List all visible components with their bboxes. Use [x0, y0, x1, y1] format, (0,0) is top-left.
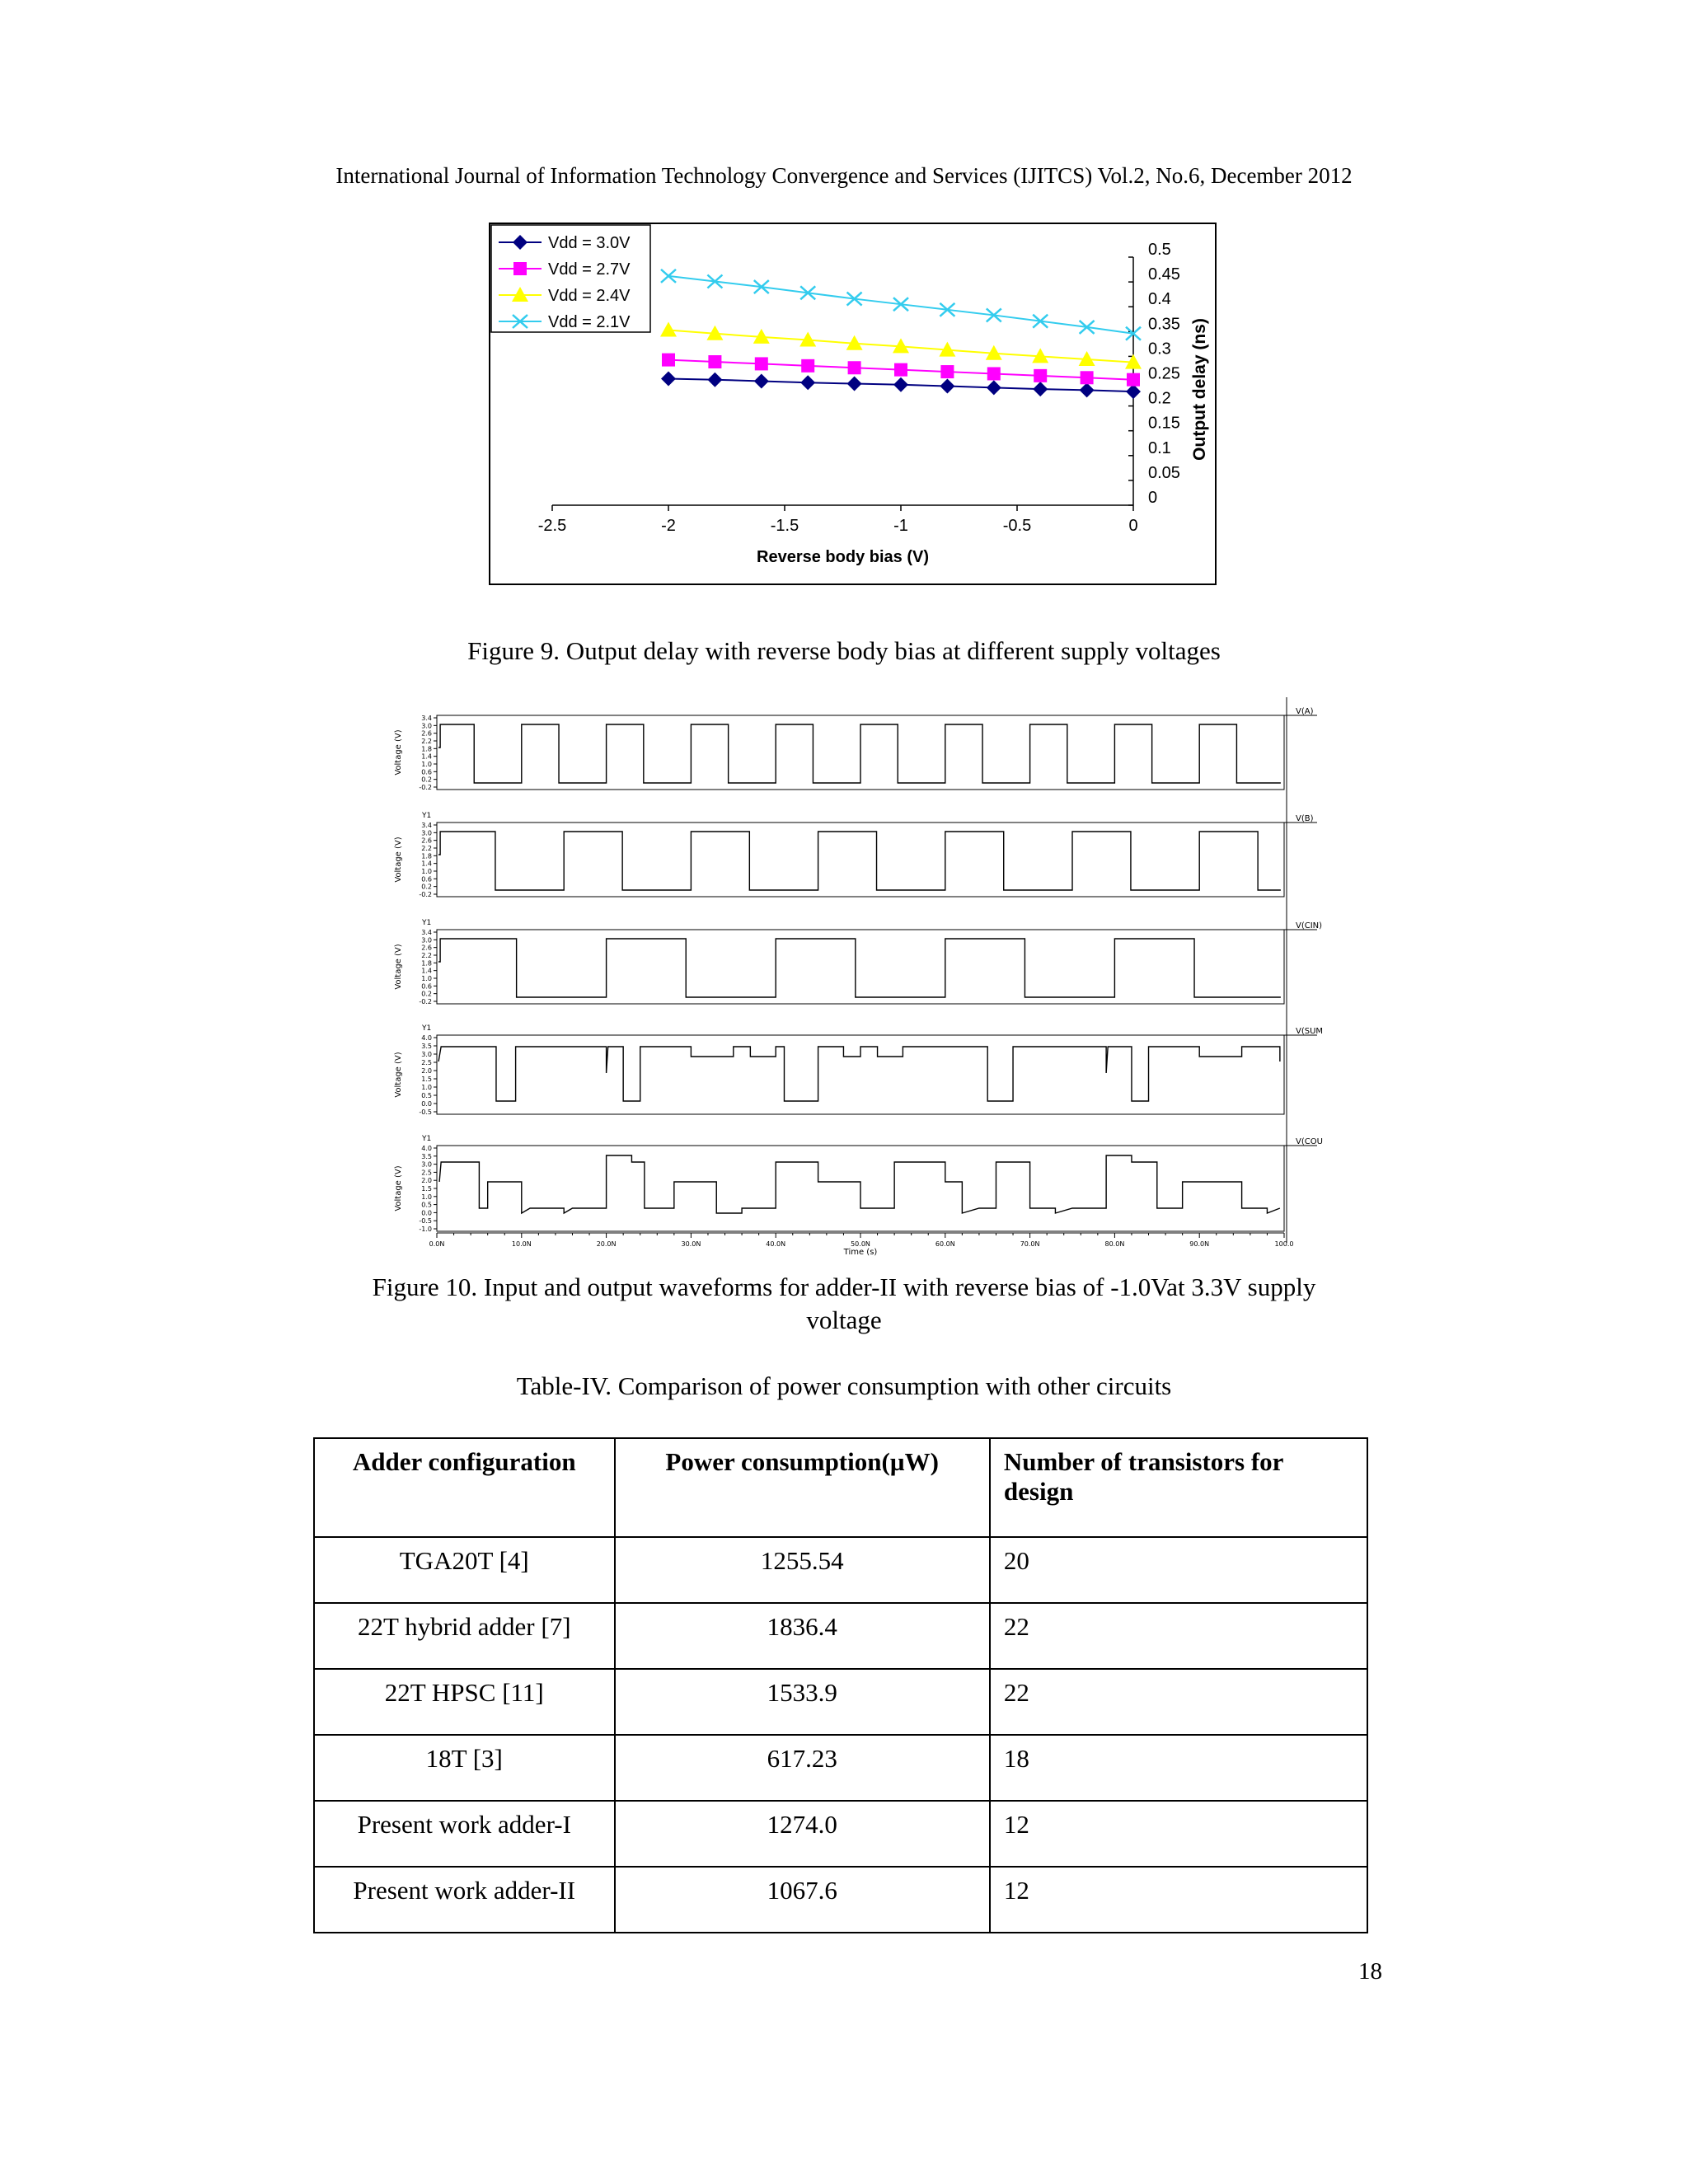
y-tick-label: 0.1: [1148, 438, 1171, 457]
y-tick-label: 3.0: [421, 829, 432, 837]
y-tick-label: 2.0: [421, 1177, 432, 1185]
waveform-panel-4: [394, 1024, 1323, 1116]
table-row: [314, 1867, 1367, 1933]
legend-label: Vdd = 2.7V: [548, 260, 631, 279]
table-row: [314, 1603, 1367, 1669]
data-point: [1034, 369, 1047, 382]
table-row: [314, 1669, 1367, 1735]
y-tick-label: 0.6: [421, 768, 432, 776]
figure9-chart: [489, 223, 1217, 585]
y-tick-label: 3.0: [421, 1160, 432, 1169]
cell-transistors: 20: [990, 1537, 1367, 1603]
signal-trace: [438, 1047, 1280, 1101]
figure10-caption-line2: voltage: [806, 1305, 882, 1334]
waveform-panel-5: [394, 1135, 1323, 1233]
y-tick-label: 0.5: [421, 1092, 432, 1099]
data-point: [1081, 371, 1094, 384]
y1-label: Y1: [422, 1135, 432, 1143]
cell-transistors: 22: [990, 1603, 1367, 1669]
y-tick-label: 0.2: [421, 776, 432, 784]
table-row: [314, 1735, 1367, 1801]
y-tick-label: 0.45: [1148, 265, 1180, 284]
y-tick-label: 1.4: [421, 967, 432, 975]
time-tick-label: 100.0: [1274, 1240, 1294, 1248]
legend-label: Vdd = 2.1V: [548, 313, 631, 331]
legend-label: Vdd = 2.4V: [548, 287, 631, 305]
y-tick-label: 0.5: [1148, 241, 1171, 259]
x-tick-label: 0: [1128, 517, 1138, 535]
y-tick-label: 2.5: [421, 1059, 432, 1066]
data-point: [987, 380, 1001, 395]
signal-label: V(B): [1296, 814, 1314, 823]
y-tick-label: 1.0: [421, 868, 432, 875]
header-adder-configuration: Adder configuration: [314, 1438, 615, 1537]
table-header-row: [314, 1438, 1367, 1537]
y-tick-label: 3.4: [421, 929, 432, 936]
signal-label: V(CIN): [1296, 921, 1323, 930]
data-point: [754, 374, 769, 389]
y-tick-label: 2.6: [421, 729, 432, 738]
y-axis-label: Voltage (V): [394, 1052, 403, 1098]
y-tick-label: 3.5: [421, 1043, 432, 1050]
data-point: [707, 373, 722, 387]
y-tick-label: 2.6: [421, 837, 432, 845]
data-point: [1080, 382, 1095, 397]
y-tick-label: 1.8: [421, 959, 432, 968]
data-point: [800, 375, 815, 390]
waveform-panel-3: [394, 919, 1322, 1005]
time-tick-label: 50.0N: [851, 1240, 870, 1248]
cell-power: 1836.4: [615, 1603, 990, 1669]
data-point: [660, 321, 677, 336]
y-tick-label: 3.0: [421, 1051, 432, 1058]
figure9-svg: [490, 224, 1218, 587]
y-tick-label: 0.3: [1148, 340, 1171, 359]
time-tick-label: 10.0N: [511, 1240, 532, 1248]
y-axis-label: Voltage (V): [394, 837, 403, 883]
data-point: [1126, 384, 1141, 399]
y-tick-label: 1.8: [421, 852, 432, 860]
cell-power: 1533.9: [615, 1669, 990, 1735]
signal-label: V(SUM: [1296, 1027, 1324, 1036]
y-tick-label: 2.6: [421, 944, 432, 952]
cell-config: Present work adder-I: [314, 1801, 615, 1867]
series-4: [661, 269, 1141, 340]
y-axis-label: Voltage (V): [394, 1165, 403, 1212]
figure10-svg: [384, 697, 1328, 1258]
header-transistor-count: Number of transistors for design: [990, 1438, 1367, 1537]
y-tick-label: 1.0: [421, 1084, 432, 1091]
y-tick-label: 0.6: [421, 982, 432, 991]
table-caption: Table-IV. Comparison of power consumption with other circuits: [516, 1371, 1172, 1400]
y-tick-label: 1.0: [421, 975, 432, 982]
y-tick-label: 2.2: [421, 952, 432, 959]
y-tick-label: 4.0: [421, 1145, 432, 1152]
time-tick-label: 30.0N: [681, 1240, 701, 1248]
time-tick-label: 90.0N: [1189, 1240, 1210, 1248]
y-tick-label: 1.4: [421, 752, 432, 761]
y-tick-label: 0.5: [421, 1201, 432, 1209]
cell-transistors: 12: [990, 1801, 1367, 1867]
data-point: [987, 367, 1001, 380]
data-point: [801, 359, 814, 373]
table-row: [314, 1801, 1367, 1867]
page-number: 18: [1358, 1958, 1382, 1985]
data-point: [848, 361, 861, 374]
legend-label: Vdd = 3.0V: [548, 234, 631, 252]
y-tick-label: 2.2: [421, 845, 432, 852]
y1-label: Y1: [422, 919, 432, 927]
y-tick-label: 0: [1148, 489, 1158, 507]
y-axis-label: Voltage (V): [394, 729, 403, 776]
y-tick-label: 0.25: [1148, 364, 1180, 383]
x-tick-label: -2.5: [537, 517, 567, 535]
signal-trace: [438, 724, 1281, 783]
y-tick-label: 1.8: [421, 745, 432, 753]
legend-marker: [513, 262, 527, 275]
header-power-consumption: Power consumption(µW): [615, 1438, 990, 1537]
y-tick-label: 1.4: [421, 860, 432, 868]
figure10-waveforms: [384, 697, 1328, 1258]
figure10-caption-line1: Figure 10. Input and output waveforms for adder-II with reverse bias of -1.0Vat 3.3V supply: [372, 1272, 1316, 1301]
y-tick-label: 4.0: [421, 1034, 432, 1042]
y-tick-label: 3.4: [421, 822, 432, 829]
panel-frame: [437, 930, 1284, 1004]
comparison-table: [313, 1437, 1368, 1933]
y-tick-label: 2.0: [421, 1067, 432, 1075]
cell-config: 22T HPSC [11]: [314, 1669, 615, 1735]
data-point: [1033, 382, 1048, 396]
y-tick-label: 0.4: [1148, 290, 1171, 309]
y-tick-label: -0.2: [419, 891, 432, 898]
cell-config: 18T [3]: [314, 1735, 615, 1801]
y-tick-label: 3.0: [421, 722, 432, 730]
y-tick-label: 0.0: [421, 1100, 432, 1108]
cell-config: Present work adder-II: [314, 1867, 615, 1933]
x-tick-label: -2: [661, 517, 676, 535]
data-point: [847, 377, 862, 391]
cell-power: 1274.0: [615, 1801, 990, 1867]
waveform-panel-2: [394, 812, 1317, 898]
legend: [491, 225, 650, 332]
time-tick-label: 70.0N: [1020, 1240, 1040, 1248]
cell-power: 617.23: [615, 1735, 990, 1801]
cell-config: TGA20T [4]: [314, 1537, 615, 1603]
y-tick-label: 0.05: [1148, 463, 1180, 482]
cell-transistors: 18: [990, 1735, 1367, 1801]
x-tick-label: -0.5: [1002, 517, 1032, 535]
data-point: [708, 355, 721, 368]
y-tick-label: 3.5: [421, 1152, 432, 1160]
data-point: [893, 377, 908, 392]
y-tick-label: 1.5: [421, 1185, 432, 1193]
y-tick-label: 0.2: [421, 883, 432, 891]
y-tick-label: -0.2: [419, 998, 432, 1005]
data-point: [662, 354, 675, 367]
y-tick-label: 1.5: [421, 1076, 432, 1083]
y-tick-label: 0.0: [421, 1209, 432, 1217]
cell-power: 1255.54: [615, 1537, 990, 1603]
data-point: [894, 363, 907, 377]
figure9-caption: Figure 9. Output delay with reverse body bias at different supply voltages: [467, 636, 1221, 665]
time-tick-label: 0.0N: [429, 1240, 445, 1248]
cell-transistors: 12: [990, 1867, 1367, 1933]
y-tick-label: 2.5: [421, 1169, 432, 1177]
signal-label: V(COU: [1296, 1137, 1323, 1146]
signal-trace: [438, 832, 1281, 890]
y-tick-label: 3.4: [421, 715, 432, 722]
cell-transistors: 22: [990, 1669, 1367, 1735]
signal-label: V(A): [1296, 707, 1314, 716]
y-axis-label: Output delay (ns): [1190, 318, 1209, 461]
journal-header: International Journal of Information Technology Convergence and Services (IJITCS) Vol.2, No.6, December 2012: [335, 163, 1353, 188]
signal-trace: [438, 939, 1281, 997]
y-tick-label: 0.2: [421, 990, 432, 998]
y-tick-label: 2.2: [421, 738, 432, 745]
data-point: [661, 371, 676, 386]
y-tick-label: -0.5: [419, 1217, 432, 1226]
y-tick-label: 0.2: [1148, 389, 1171, 408]
waveform-panel-1: [394, 707, 1317, 791]
y-tick-label: 1.0: [421, 761, 432, 768]
y-tick-label: 0.35: [1148, 315, 1180, 334]
cell-config: 22T hybrid adder [7]: [314, 1603, 615, 1669]
data-point: [940, 379, 954, 394]
cell-power: 1067.6: [615, 1867, 990, 1933]
signal-trace: [439, 1155, 1280, 1213]
time-tick-label: 60.0N: [935, 1240, 955, 1248]
y-tick-label: 1.0: [421, 1193, 432, 1201]
y1-label: Y1: [422, 1024, 432, 1033]
x-tick-label: -1.5: [770, 517, 799, 535]
y-tick-label: 0.6: [421, 875, 432, 883]
y-tick-label: 0.15: [1148, 414, 1180, 433]
time-axis-label: Time (s): [843, 1248, 878, 1257]
x-tick-label: -1: [893, 517, 908, 535]
time-tick-label: 40.0N: [766, 1240, 786, 1248]
data-point: [940, 365, 954, 378]
y-tick-label: -1.0: [419, 1226, 432, 1233]
time-tick-label: 20.0N: [596, 1240, 617, 1248]
y-tick-label: -0.2: [419, 784, 432, 791]
y-tick-label: 3.0: [421, 936, 432, 944]
x-axis-label: Reverse body bias (V): [757, 548, 929, 566]
y1-label: Y1: [422, 812, 432, 820]
y-axis-label: Voltage (V): [394, 944, 403, 990]
time-tick-label: 80.0N: [1104, 1240, 1125, 1248]
data-point: [1127, 373, 1140, 387]
data-point: [755, 357, 768, 370]
y-tick-label: -0.5: [419, 1108, 432, 1116]
table-row: [314, 1537, 1367, 1603]
